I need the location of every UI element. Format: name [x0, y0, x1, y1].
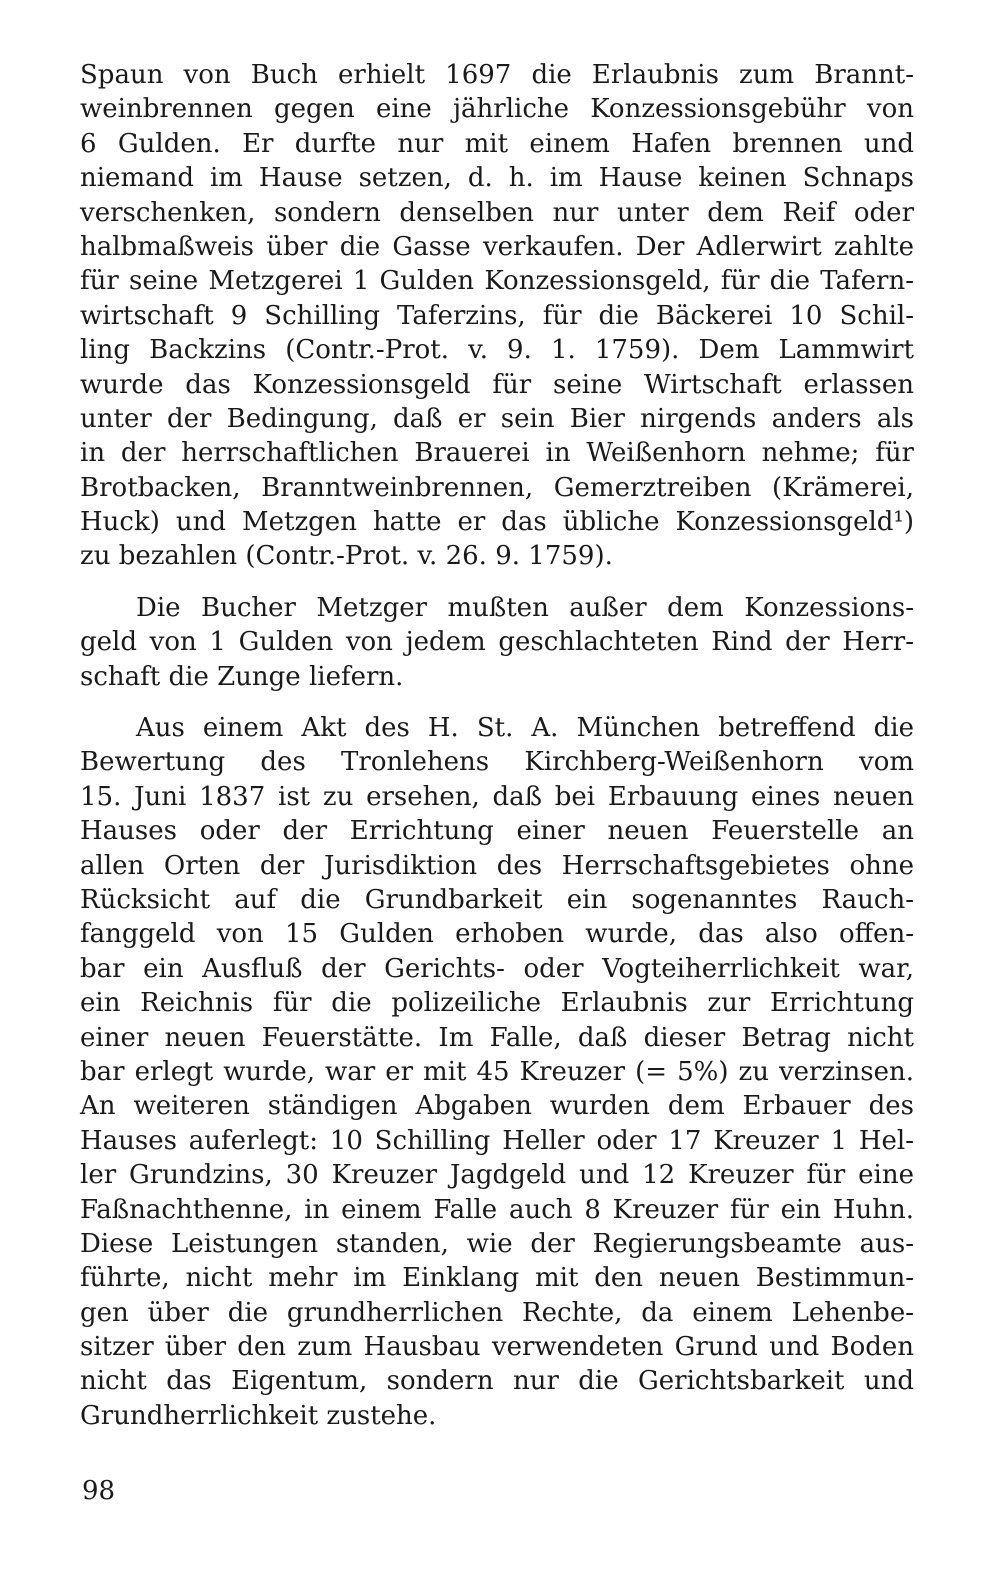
text-line: Diese Leistungen standen, wie der Regierungsbeamte aus-: [80, 1228, 914, 1259]
text-line: einer neuen Feuerstätte. Im Falle, daß dieser Betrag nicht: [80, 1022, 914, 1053]
document-page: [80, 58, 914, 1433]
text-line: ler Grundzins, 30 Kreuzer Jagdgeld und 12 Kreuzer für eine: [80, 1160, 914, 1191]
paragraph-2: [80, 591, 914, 694]
text-line: fanggeld von 15 Gulden erhoben wurde, das also offen-: [80, 919, 914, 950]
text-line: verschenken, sondern denselben nur unter dem Reif oder: [80, 197, 914, 228]
text-line: allen Orten der Jurisdiktion des Herrschaftsgebietes ohne: [80, 850, 914, 881]
text-line: bar ein Ausfluß der Gerichts- oder Vogteiherrlichkeit war,: [80, 953, 914, 984]
text-line: schaft die Zunge liefern.: [80, 661, 404, 692]
text-line: Bewertung des Tronlehens Kirchberg-Weißenhorn vom: [80, 747, 914, 778]
text-line: geld von 1 Gulden von jedem geschlachteten Rind der Herr-: [80, 627, 914, 658]
text-line: 6 Gulden. Er durfte nur mit einem Hafen brennen und: [80, 128, 914, 159]
text-line: gen über die grundherrlichen Rechte, da einem Lehenbe-: [80, 1297, 914, 1328]
paragraph-1: [80, 58, 914, 574]
text-line: An weiteren ständigen Abgaben wurden dem Erbauer des: [80, 1091, 914, 1122]
page-number: 98: [82, 1476, 116, 1506]
text-line: ein Reichnis für die polizeiliche Erlaubnis zur Errichtung: [80, 988, 914, 1019]
text-line: für seine Metzgerei 1 Gulden Konzessionsgeld, für die Tafern-: [80, 266, 914, 297]
text-line: wurde das Konzessionsgeld für seine Wirtschaft erlassen: [80, 369, 914, 400]
text-line: ling Backzins (Contr.-Prot. v. 9. 1. 1759). Dem Lammwirt: [80, 335, 914, 366]
text-line: Rücksicht auf die Grundbarkeit ein sogenanntes Rauch-: [80, 884, 914, 915]
text-line: niemand im Hause setzen, d. h. im Hause keinen Schnaps: [80, 163, 914, 194]
text-line: zu bezahlen (Contr.-Prot. v. 26. 9. 1759).: [80, 541, 613, 572]
text-line: Faßnachthenne, in einem Falle auch 8 Kreuzer für ein Huhn.: [80, 1194, 914, 1225]
paragraph-3: [80, 711, 914, 1433]
text-line: Grundherrlichkeit zustehe.: [80, 1400, 437, 1431]
text-line: sitzer über den zum Hausbau verwendeten Grund und Boden: [80, 1332, 914, 1363]
text-line: Die Bucher Metzger mußten außer dem Konzessions-: [136, 592, 914, 623]
text-line: bar erlegt wurde, war er mit 45 Kreuzer (= 5%) zu verzinsen.: [80, 1056, 914, 1087]
text-line: Hauses oder der Errichtung einer neuen Feuerstelle an: [80, 816, 914, 847]
text-line: Aus einem Akt des H. St. A. München betreffend die: [136, 713, 914, 744]
text-line: Spaun von Buch erhielt 1697 die Erlaubnis zum Brannt-: [80, 60, 914, 90]
text-line: 15. Juni 1837 ist zu ersehen, daß bei Erbauung eines neuen: [80, 781, 914, 812]
text-line: unter der Bedingung, daß er sein Bier nirgends anders als: [80, 403, 914, 434]
text-line: führte, nicht mehr im Einklang mit den neuen Bestimmun-: [80, 1263, 914, 1294]
text-line: weinbrennen gegen eine jährliche Konzessionsgebühr von: [80, 94, 914, 125]
text-line: wirtschaft 9 Schilling Taferzins, für die Bäckerei 10 Schil-: [80, 300, 914, 331]
text-line: Brotbacken, Branntweinbrennen, Gemerztreiben (Krämerei,: [80, 472, 914, 503]
text-line: in der herrschaftlichen Brauerei in Weißenhorn nehme; für: [80, 438, 914, 469]
text-line: Huck) und Metzgen hatte er das übliche Konzessionsgeld¹): [80, 507, 914, 538]
text-line: Hauses auferlegt: 10 Schilling Heller oder 17 Kreuzer 1 Hel-: [80, 1125, 914, 1156]
text-line: halbmaßweis über die Gasse verkaufen. Der Adlerwirt zahlte: [80, 231, 914, 262]
text-line: nicht das Eigentum, sondern nur die Gerichtsbarkeit und: [80, 1366, 914, 1397]
